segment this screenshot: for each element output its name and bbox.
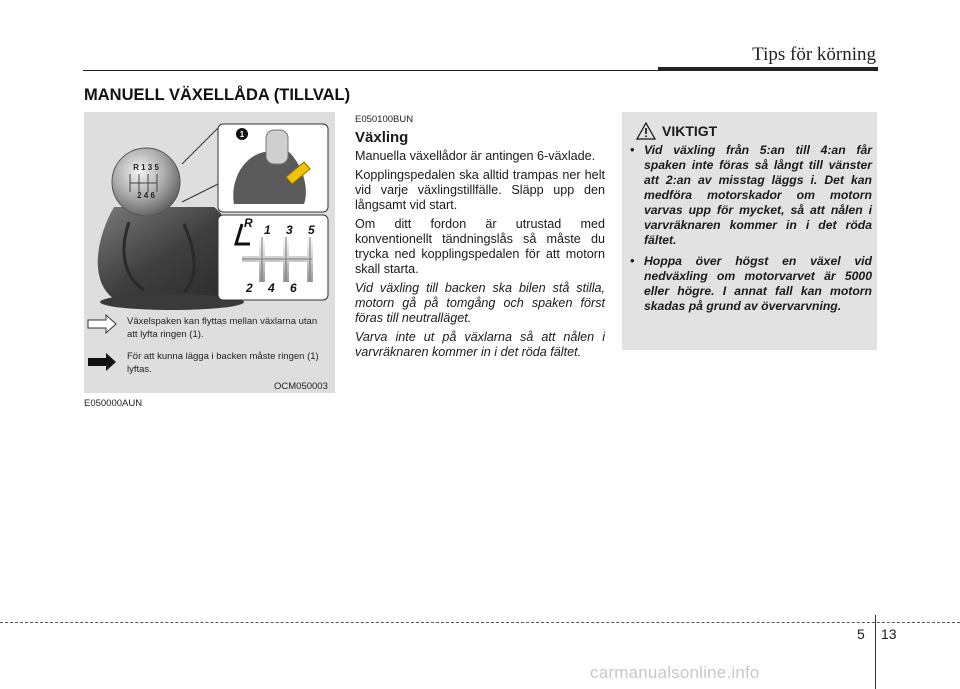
header-bar [658,67,878,71]
section-title: MANUELL VÄXELLÅDA (TILLVAL) [84,86,351,104]
warning-notice-box [622,112,877,350]
figure-caption-1: Växelspaken kan flyttas mellan växlarna utan att lyfta ringen (1). [127,316,318,340]
footer-divider [875,615,876,689]
gate-label-5: 5 [308,223,315,237]
notice-item: • Vid växling från 5:an till 4:an får spaken inte föras så långt till vänster att 2:an av misstag läggs i. Det kan medföra motorskador om motorn varvas upp för mycket, så att nålen i varvräknaren kommer in i det röda fältet. [624,143,872,248]
gate-label-4: 4 [268,281,275,295]
gate-label-3: 3 [286,223,293,237]
knob-bottom-labels: 2 4 6 [137,191,155,200]
section-code: E050000AUN [84,398,143,409]
body-paragraph: Om ditt fordon är utrustad med konventionellt tändningslås så måste du trycka ned kopplingspedalen för att motorn skall starta. [355,217,605,276]
header-rule [83,70,659,71]
body-heading: Växling [355,129,409,146]
knob-top-labels: R 1 3 5 [133,163,159,172]
body-paragraph: Kopplingspedalen ska alltid trampas ner helt vid varje växlingstillfälle. Släpp upp den långsamt vid start. [355,168,605,212]
body-code: E050100BUN [355,114,414,125]
body-italic-paragraph: Varva inte ut på växlarna så att nålen i varvräknaren kommer in i det röda fältet. [355,330,605,359]
gate-label-r: R [244,216,253,230]
page-header-title: Tips för körning [752,44,876,65]
body-italic-paragraph: Vid växling till backen ska bilen stå stilla, motorn gå på tomgång och spaken först föras till neutralläget. [355,281,605,325]
gate-label-2: 2 [246,281,253,295]
notice-header [636,122,717,140]
chapter-number: 5 [857,626,865,642]
gate-label-1: 1 [264,223,271,237]
footer-rule [0,622,960,623]
notice-item: • Hoppa över högst en växel vid nedväxling om motorvarvet är 5000 eller högre. I annat fall kan motorn skadas på grund av övervarvning. [624,254,872,314]
solid-arrow-icon [88,353,116,371]
body-paragraph: Manuella växellådor är antingen 6-växlade. [355,149,596,163]
notice-list [624,143,872,320]
gear-knob [112,148,180,216]
figure-caption-2: För att kunna lägga i backen måste ringen (1) lyftas. [127,351,319,375]
notice-title: VIKTIGT [662,123,718,139]
warning-triangle-icon [636,122,656,140]
page-number: 13 [881,626,897,642]
callout-1-label: 1 [239,130,245,139]
gate-label-6: 6 [290,281,297,295]
figure-code: OCM050003 [274,381,328,392]
outline-arrow-icon [88,315,116,333]
watermark: carmanualsonline.info [590,663,760,682]
body-column [355,112,605,364]
